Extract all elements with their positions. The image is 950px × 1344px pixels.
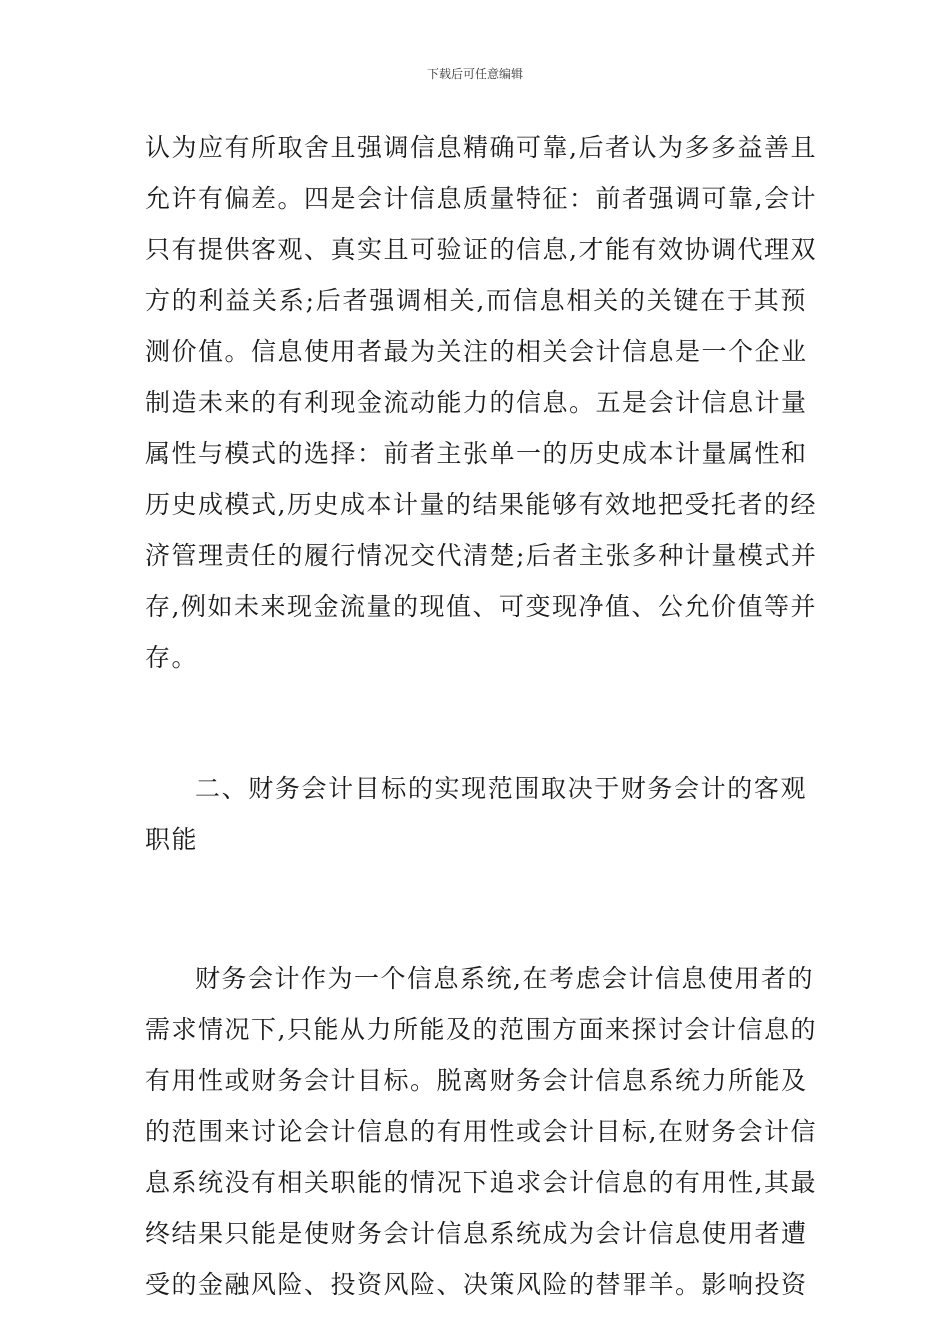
text-line: 的范围来讨论会计信息的有用性或会计目标,在财务会计信: [145, 1117, 817, 1146]
page-header-note: 下载后可任意编辑: [426, 67, 523, 81]
text-line: 允许有偏差。四是会计信息质量特征：前者强调可靠,会计: [145, 184, 817, 213]
text-line: 有用性或财务会计目标。脱离财务会计信息系统力所能及: [145, 1066, 808, 1095]
text-line: 只有提供客观、真实且可验证的信息,才能有效协调代理双: [145, 235, 817, 264]
paragraph-information-system: [145, 953, 817, 1310]
heading-line: 二、财务会计目标的实现范围取决于财务会计的客观: [195, 774, 807, 803]
text-line: 属性与模式的选择：前者主张单一的历史成本计量属性和: [145, 439, 808, 468]
section-heading-two: [145, 763, 807, 865]
text-line: 制造未来的有利现金流动能力的信息。五是会计信息计量: [145, 388, 808, 417]
text-line: 息系统没有相关职能的情况下追求会计信息的有用性,其最: [145, 1168, 817, 1197]
text-line: 方的利益关系;后者强调相关,而信息相关的关键在于其预: [145, 286, 807, 315]
text-line: 终结果只能是使财务会计信息系统成为会计信息使用者遭: [145, 1219, 808, 1248]
text-line: 存。: [145, 643, 199, 672]
text-line: 需求情况下,只能从力所能及的范围方面来探讨会计信息的: [145, 1015, 817, 1044]
text-line: 受的金融风险、投资风险、决策风险的替罪羊。影响投资: [145, 1270, 808, 1299]
text-line: 济管理责任的履行情况交代清楚;后者主张多种计量模式并: [145, 541, 818, 570]
text-line: 财务会计作为一个信息系统,在考虑会计信息使用者的: [195, 964, 814, 993]
paragraph-spacer: [145, 683, 807, 763]
heading-line: 职能: [145, 825, 199, 854]
paragraph-spacer: [145, 865, 807, 953]
text-line: 存,例如未来现金流量的现值、可变现净值、公允价值等并: [145, 592, 817, 621]
paragraph-accounting-objectives-comparison: [145, 122, 818, 683]
text-line: 历史成模式,历史成本计量的结果能够有效地把受托者的经: [145, 490, 817, 519]
document-body: [145, 122, 818, 1310]
text-line: 认为应有所取舍且强调信息精确可靠,后者认为多多益善且: [145, 133, 817, 162]
text-line: 测价值。信息使用者最为关注的相关会计信息是一个企业: [145, 337, 808, 366]
